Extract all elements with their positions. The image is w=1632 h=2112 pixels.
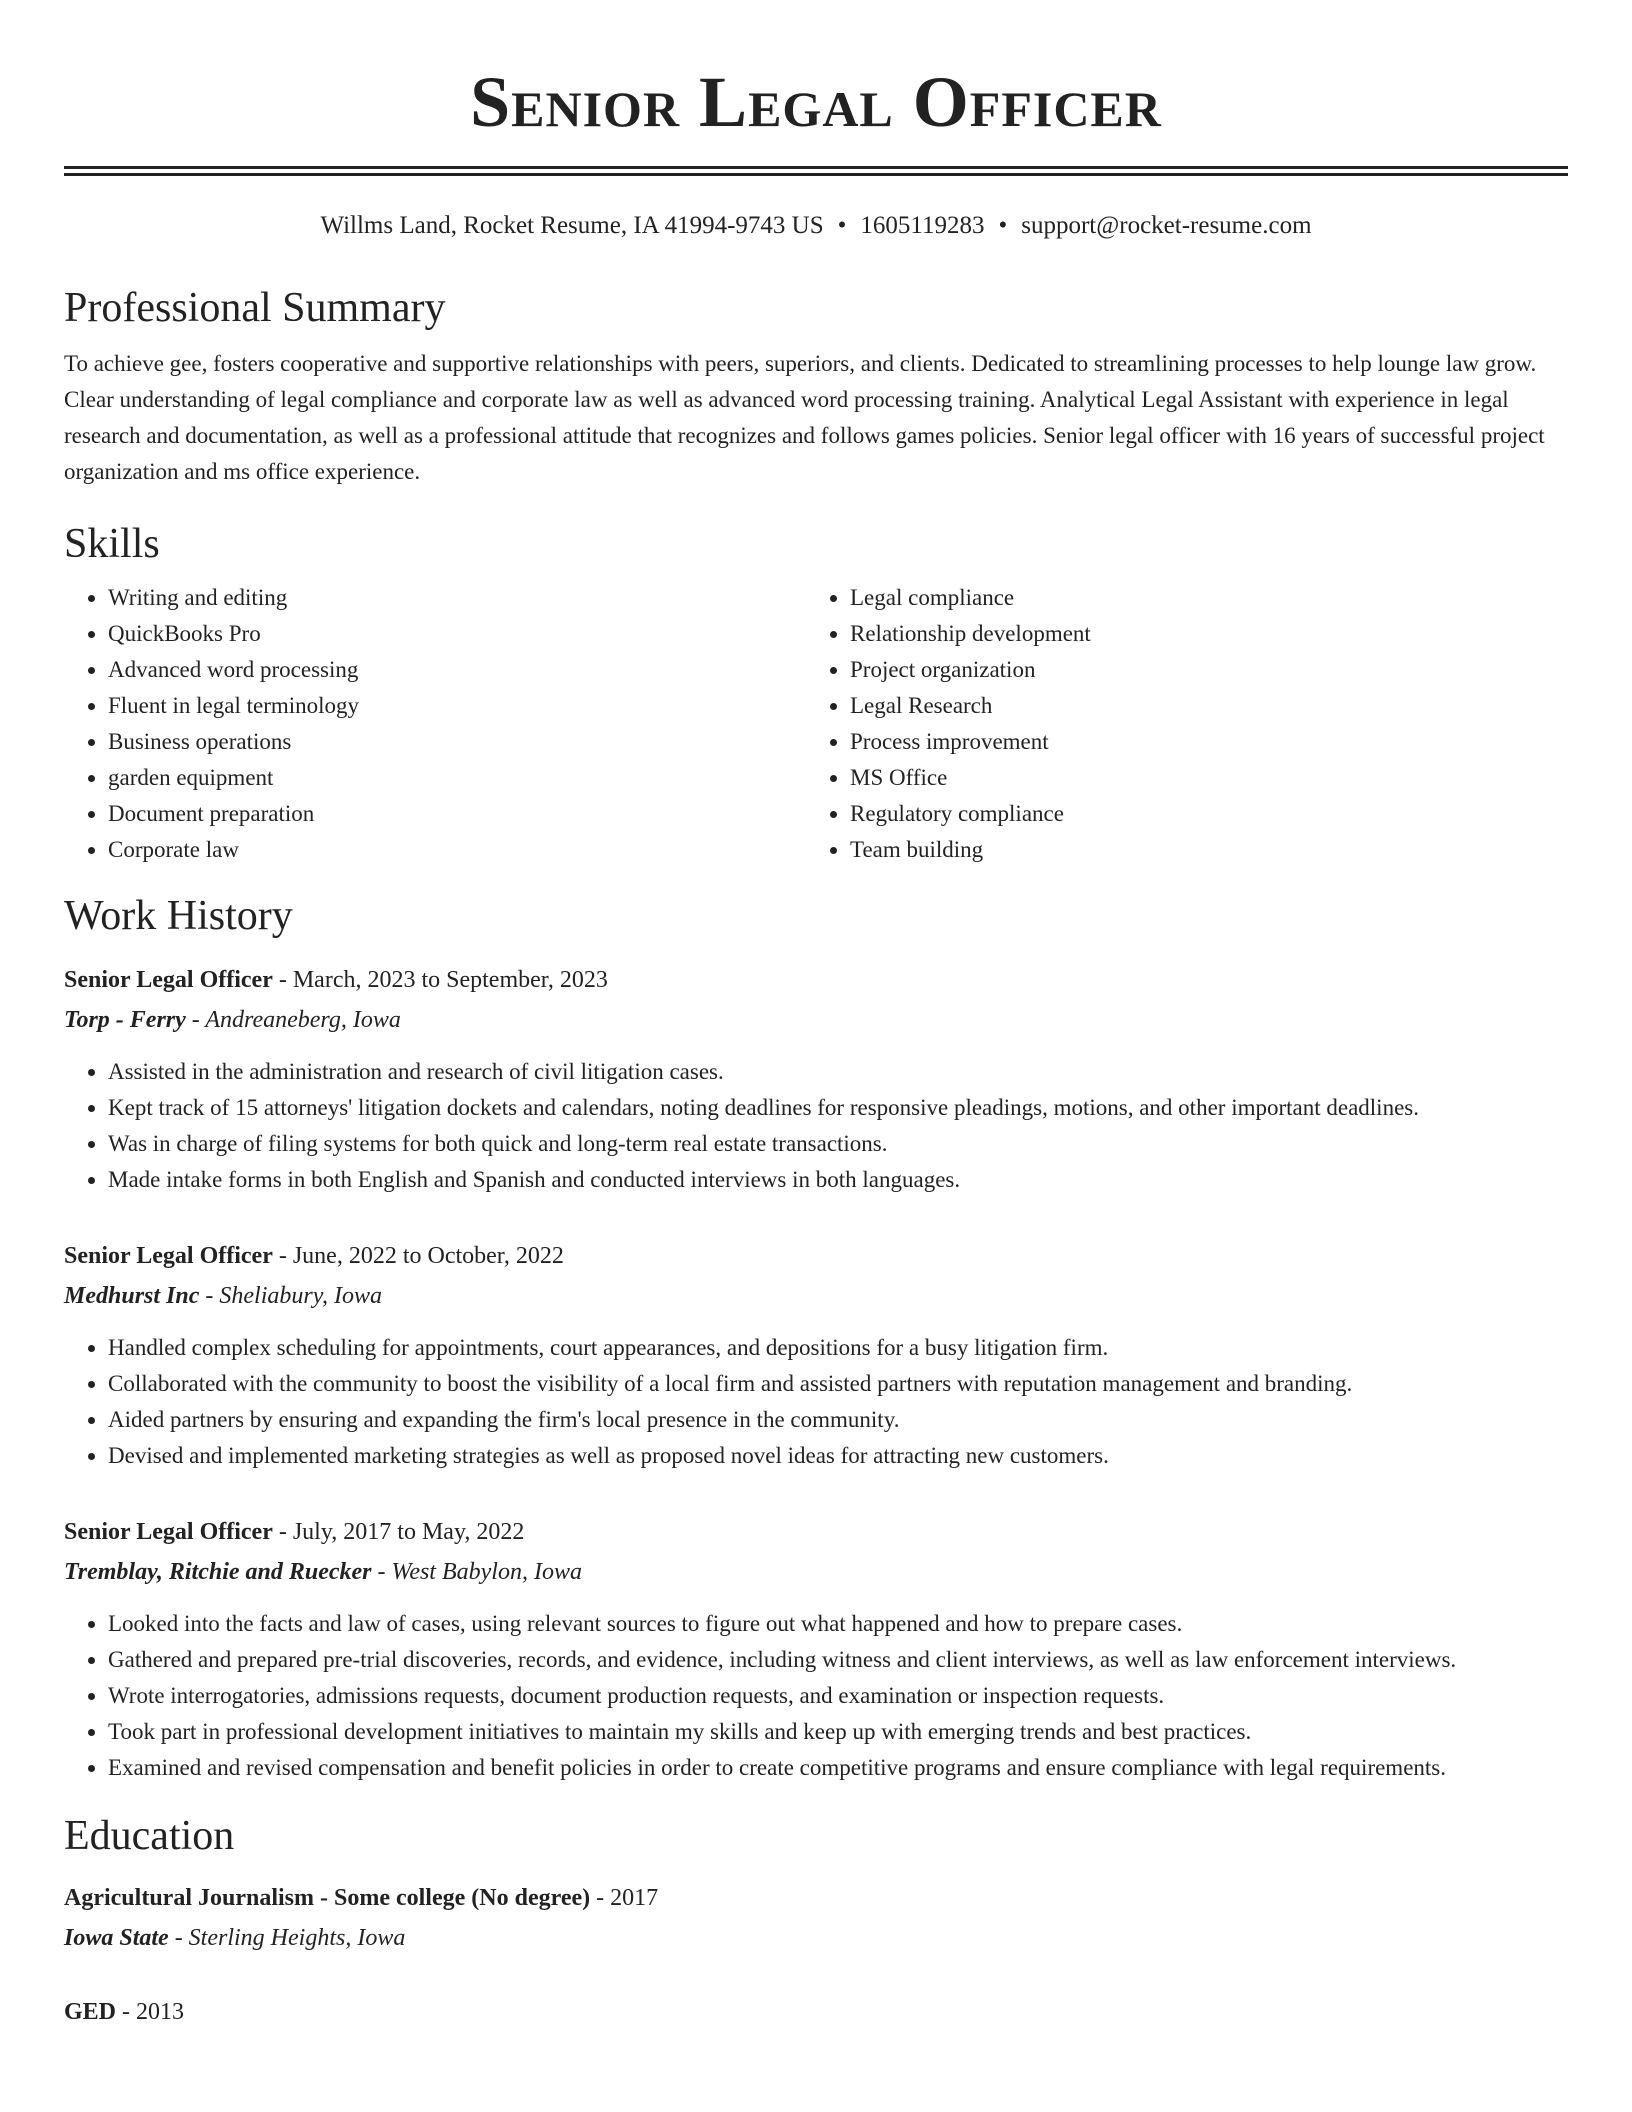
job-bullet: • Wrote interrogatories, admissions requests, document production requests, and examination or inspection requests.	[108, 1678, 1568, 1714]
job-bullet: • Assisted in the administration and research of civil litigation cases.	[108, 1054, 1568, 1090]
job-title-line	[64, 1512, 1568, 1552]
job-company: Tremblay, Ritchie and Ruecker	[64, 1559, 372, 1585]
job-bullet: • Examined and revised compensation and benefit policies in order to create competitive programs and ensure compliance with legal requirements.	[108, 1750, 1568, 1786]
job-dates: - July, 2017 to May, 2022	[272, 1519, 525, 1545]
skill-item: • QuickBooks Pro	[108, 616, 806, 652]
job-bullet: • Took part in professional development initiatives to maintain my skills and keep up with emerging trends and best practices.	[108, 1714, 1568, 1750]
contact-phone: 1605119283	[860, 212, 985, 239]
job-bullets	[64, 1054, 1568, 1198]
education-degree: Agricultural Journalism - Some college (No degree)	[64, 1885, 591, 1911]
job-company: Medhurst Inc	[64, 1283, 200, 1309]
education-school-line	[64, 1918, 1568, 1958]
job-entry	[64, 1236, 1568, 1474]
education-degree-line	[64, 1878, 1568, 1918]
job-bullets	[64, 1330, 1568, 1474]
summary-text: To achieve gee, fosters cooperative and supportive relationships with peers, superiors, and clients. Dedicated to streamlining processes to help lounge law grow. Clear understanding of legal compliance and corporate law as well as advanced word processing training. Analytical Legal Assistant with experience in legal research and documentation, as well as a professional attitude that recognizes and follows games policies. Senior legal officer with 16 years of successful project organization and ms office experience.	[64, 351, 1545, 484]
skill-item: • Legal Research	[850, 688, 1548, 724]
skills-column-left	[64, 580, 806, 868]
skill-item: • garden equipment	[108, 760, 806, 796]
job-title-line	[64, 1236, 1568, 1276]
education-heading: Education	[64, 1813, 235, 1859]
education-degree: GED	[64, 1999, 117, 2025]
education-entry	[64, 1992, 1568, 2032]
resume-title: Senior Legal Officer	[470, 62, 1162, 142]
job-entry	[64, 960, 1568, 1198]
contact-separator: •	[998, 212, 1008, 239]
job-entry	[64, 1512, 1568, 1786]
skill-item: • Relationship development	[850, 616, 1548, 652]
job-role: Senior Legal Officer	[64, 1519, 273, 1545]
job-bullet: • Collaborated with the community to boost the visibility of a local firm and assisted partners with reputation management and branding.	[108, 1366, 1568, 1402]
skill-item: • Team building	[850, 832, 1548, 868]
education-year: - 2017	[590, 1885, 659, 1911]
education-degree-line	[64, 1992, 1568, 2032]
skill-item: • Business operations	[108, 724, 806, 760]
job-bullet: • Aided partners by ensuring and expanding the firm's local presence in the community.	[108, 1402, 1568, 1438]
skill-item: • Project organization	[850, 652, 1548, 688]
skill-item: • Document preparation	[108, 796, 806, 832]
job-bullet: • Was in charge of filing systems for both quick and long-term real estate transactions.	[108, 1126, 1568, 1162]
job-bullet: • Handled complex scheduling for appointments, court appearances, and depositions for a busy litigation firm.	[108, 1330, 1568, 1366]
job-company-line	[64, 1000, 1568, 1040]
education-entry	[64, 1878, 1568, 1958]
education-year: - 2013	[116, 1999, 185, 2025]
skill-item: • Writing and editing	[108, 580, 806, 616]
skills-list	[64, 580, 1568, 868]
contact-line	[64, 210, 1568, 242]
contact-email: support@rocket-resume.com	[1021, 212, 1312, 239]
job-location: - Andreaneberg, Iowa	[185, 1007, 401, 1033]
job-bullet: • Gathered and prepared pre-trial discoveries, records, and evidence, including witness and client interviews, as well as law enforcement interviews.	[108, 1642, 1568, 1678]
skill-item: • Legal compliance	[850, 580, 1548, 616]
job-dates: - June, 2022 to October, 2022	[272, 1243, 564, 1269]
job-dates: - March, 2023 to September, 2023	[272, 967, 608, 993]
skill-item: • Regulatory compliance	[850, 796, 1548, 832]
job-bullet: • Looked into the facts and law of cases, using relevant sources to figure out what happened and how to prepare cases.	[108, 1606, 1568, 1642]
work-history-heading: Work History	[64, 893, 293, 939]
job-company-line	[64, 1552, 1568, 1592]
job-bullet: • Kept track of 15 attorneys' litigation dockets and calendars, noting deadlines for responsive pleadings, motions, and other important deadlines.	[108, 1090, 1568, 1126]
education-school: Iowa State	[64, 1925, 169, 1951]
education-location: - Sterling Heights, Iowa	[168, 1925, 406, 1951]
skills-column-right	[806, 580, 1548, 868]
job-bullet: • Devised and implemented marketing strategies as well as proposed novel ideas for attracting new customers.	[108, 1438, 1568, 1474]
job-location: - West Babylon, Iowa	[371, 1559, 582, 1585]
title-divider	[64, 166, 1568, 176]
contact-address: Willms Land, Rocket Resume, IA 41994-9743 US	[320, 212, 824, 239]
contact-separator: •	[837, 212, 847, 239]
skill-item: • Process improvement	[850, 724, 1548, 760]
skill-item: • Corporate law	[108, 832, 806, 868]
job-location: - Sheliabury, Iowa	[199, 1283, 383, 1309]
skills-heading: Skills	[64, 521, 160, 567]
summary-heading: Professional Summary	[64, 285, 446, 331]
job-bullets	[64, 1606, 1568, 1786]
job-company-line	[64, 1276, 1568, 1316]
job-title-line	[64, 960, 1568, 1000]
job-role: Senior Legal Officer	[64, 967, 273, 993]
job-role: Senior Legal Officer	[64, 1243, 273, 1269]
job-bullet: • Made intake forms in both English and Spanish and conducted interviews in both languages.	[108, 1162, 1568, 1198]
skill-item: • Fluent in legal terminology	[108, 688, 806, 724]
skill-item: • Advanced word processing	[108, 652, 806, 688]
skill-item: • MS Office	[850, 760, 1548, 796]
job-company: Torp - Ferry	[64, 1007, 186, 1033]
